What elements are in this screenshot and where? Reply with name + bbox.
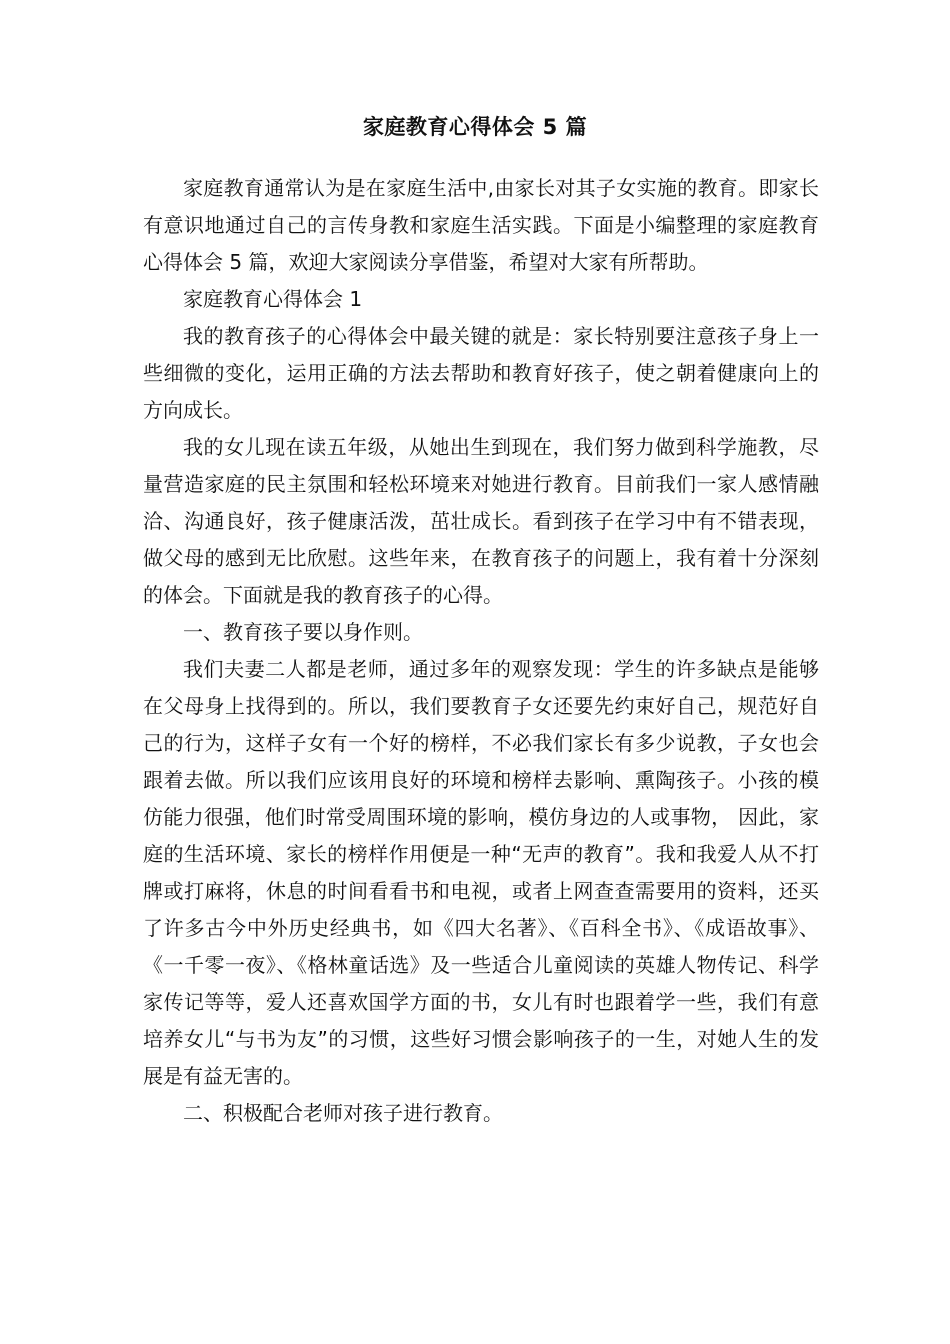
paragraph: 我们夫妻二人都是老师，通过多年的观察发现：学生的许多缺点是能够在父母身上找得到的。所以，我们要教育子女还要先约束好自己，规范好自己的行为，这样子女有一个好的榜样，不必我们家长有多少说教，子女也会跟着去做。所以我们应该用良好的环境和榜样去影响、熏陶孩子。小孩的模仿能力很强，他们时常受周围环境的影响，模仿身边的人或事物， 因此，家庭的生活环境、家长的榜样作用便是一种“无声的教育”。我和我爱人从不打牌或打麻将，休息的时间看看书和电视，或者上网查查需要用的资料，还买了许多古今中外历史经典书，如《四大名著》、《百科全书》、《成语故事》、《一千零一夜》、《格林童话选》及一些适合儿童阅读的英雄人物传记、科学家传记等等，爱人还喜欢国学方面的书，女儿有时也跟着学一些，我们有意培养女儿“与书为友”的习惯，这些好习惯会影响孩子的一生，对她人生的发展是有益无害的。: [143, 657, 819, 1088]
document-title: 家庭教育心得体会 5 篇: [362, 115, 588, 139]
subheading-1: 一、教育孩子要以身作则。: [183, 620, 423, 644]
paragraph: 我的教育孩子的心得体会中最关键的就是：家长特别要注意孩子身上一些细微的变化，运用正确的方法去帮助和教育好孩子，使之朝着健康向上的方向成长。: [143, 324, 819, 422]
document-body: [143, 170, 819, 1132]
paragraph: 我的女儿现在读五年级，从她出生到现在，我们努力做到科学施教，尽量营造家庭的民主氛围和轻松环境来对她进行教育。目前我们一家人感情融洽、沟通良好，孩子健康活泼，茁壮成长。看到孩子在学习中有不错表现，做父母的感到无比欣慰。这些年来，在教育孩子的问题上，我有着十分深刻的体会。下面就是我的教育孩子的心得。: [143, 435, 819, 607]
subheading-2: 二、积极配合老师对孩子进行教育。: [183, 1101, 503, 1125]
paragraph-intro: 家庭教育通常认为是在家庭生活中,由家长对其子女实施的教育。即家长有意识地通过自己的言传身教和家庭生活实践。下面是小编整理的家庭教育心得体会 5 篇，欢迎大家阅读分享借鉴，希望对大家有所帮助。: [143, 176, 819, 274]
section-heading-1: 家庭教育心得体会 1: [183, 287, 363, 311]
